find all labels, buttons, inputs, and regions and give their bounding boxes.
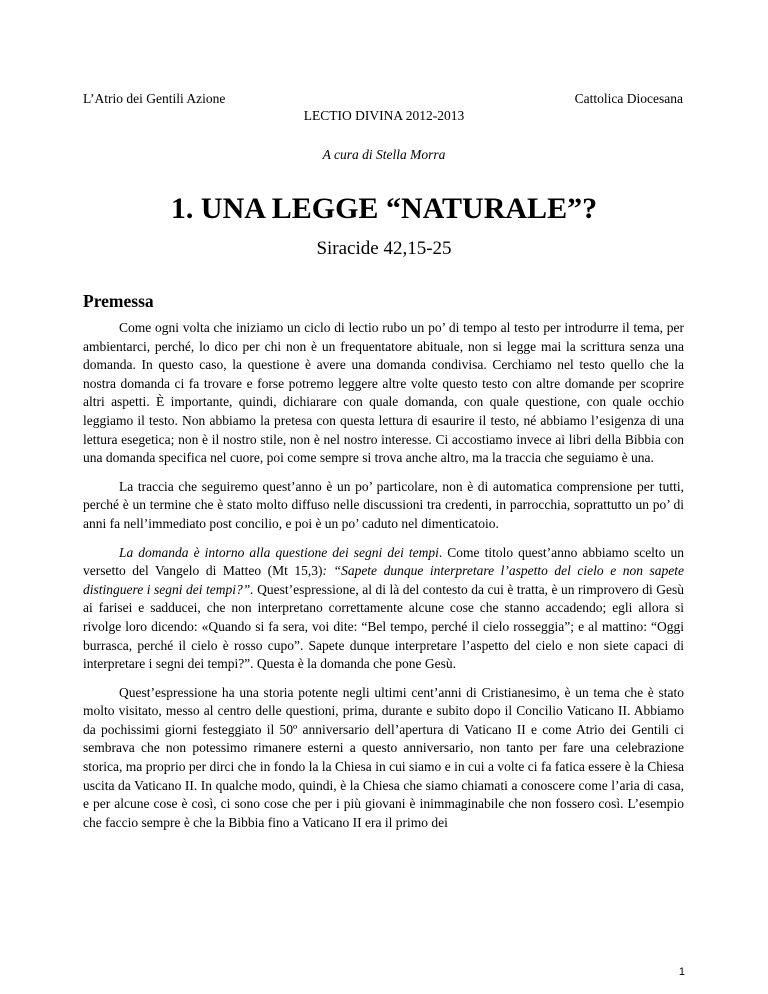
header-left: L’Atrio dei Gentili Azione — [83, 91, 226, 106]
header-center: LECTIO DIVINA 2012-2013 — [303, 108, 465, 123]
paragraph-3-italic-lead: La domanda è intorno alla questione dei segni dei tempi — [119, 544, 439, 560]
paragraph-1: Come ogni volta che iniziamo un ciclo di lectio rubo un po’ di tempo al testo per introdurre il tema, per ambientarci, perché, lo dico per chi non è un frequentatore abituale, non si legge mai la scrittura senza una domanda. In questo caso, la questione è avere una domanda condivisa. Cerchiamo nel testo quello che la nostra domanda ci fa trovare e forse potremo leggere altre volte questo testo con altre domande per scoprire altri aspetti. È importante, quindi, dichiarare con quale domanda, con quale questione, con quale occhio leggiamo il testo. Non abbiamo la pretesa con questa lettura di esaurire il testo, né abbiamo l’esigenza di una lettura esegetica; non è il nostro stile, non è nel nostro interesse. Ci accostiamo invece ai libri della Bibbia con una domanda specifica nel cuore, poi come sempre si trova anche altro, ma la traccia che seguiamo è una. — [83, 320, 684, 466]
curator-line: A cura di Stella Morra — [322, 147, 446, 162]
document-title: 1. UNA LEGGE “NATURALE”? — [170, 192, 598, 225]
header-right: Cattolica Diocesana — [574, 91, 683, 106]
paragraph-3 — [83, 544, 684, 674]
paragraph-3-italic-quote: : “Sapete dunque interpretare l’aspetto del cielo e non sapete distinguere i segni dei tempi?”. — [83, 563, 684, 597]
paragraph-3-text-a: . Come titolo quest’anno abbiamo scelto un versetto del Vangelo di Matteo (Mt 15,3) — [83, 544, 684, 579]
body-text — [83, 319, 684, 842]
paragraph-4: Quest’espressione ha una storia potente negli ultimi cent’anni di Cristianesimo, è un tema che è stato molto visitato, messo al centro delle questioni, prima, durante e subito dopo il Concilio Vaticano II. Abbiamo da pochissimi giorni festeggiato il 50º anniversario dell’apertura di Vaticano II e come Atrio dei Gentili ci sembrava che non potessimo rimanere esterni a questo anniversario, non tanto per fare una celebrazione storica, ma proprio per dirci che in fondo la la Chiesa in cui siamo e in cui a volte ci fa fatica essere è la Chiesa uscita da Vaticano II. In qualche modo, quindi, è la Chiesa che siamo chiamati a conoscere come l’aria di casa, e per alcune cose è così, ci sono cose che per i più giovani è inimmaginabile che non fossero così. L’esempio che faccio sempre è che la Bibbia fino a Vaticano II era il primo dei — [83, 684, 684, 830]
scripture-reference: Siracide 42,15-25 — [316, 238, 452, 259]
page-number: 1 — [678, 966, 685, 978]
section-heading: Premessa — [83, 291, 154, 311]
paragraph-3-text-b: Quest’espressione, al di là del contesto da cui è tratta, è un rimprovero di Gesù ai farisei e sadducei, che non interpretano correttamente alcune cose che stanno accadendo; egli allora si rivolge loro dicendo: «Quando si fa sera, voi dite: “Bel tempo, perché il cielo rosseggia”; e al mattino: “Oggi burrasca, perché il cielo è rosso cupo”. Sapete dunque interpretare l’aspetto del cielo e non siete capaci di interpretare i segni dei tempi?”. Questa è la domanda che pone Gesù. — [83, 581, 685, 672]
paragraph-2: La traccia che seguiremo quest’anno è un po’ particolare, non è di automatica comprensione per tutti, perché è un termine che è stato molto diffuso nelle discussioni tra credenti, in parrocchia, soprattutto un po’ di anni fa nell’immediato post concilio, e poi è un po’ caduto nel dimenticatoio. — [83, 478, 684, 531]
